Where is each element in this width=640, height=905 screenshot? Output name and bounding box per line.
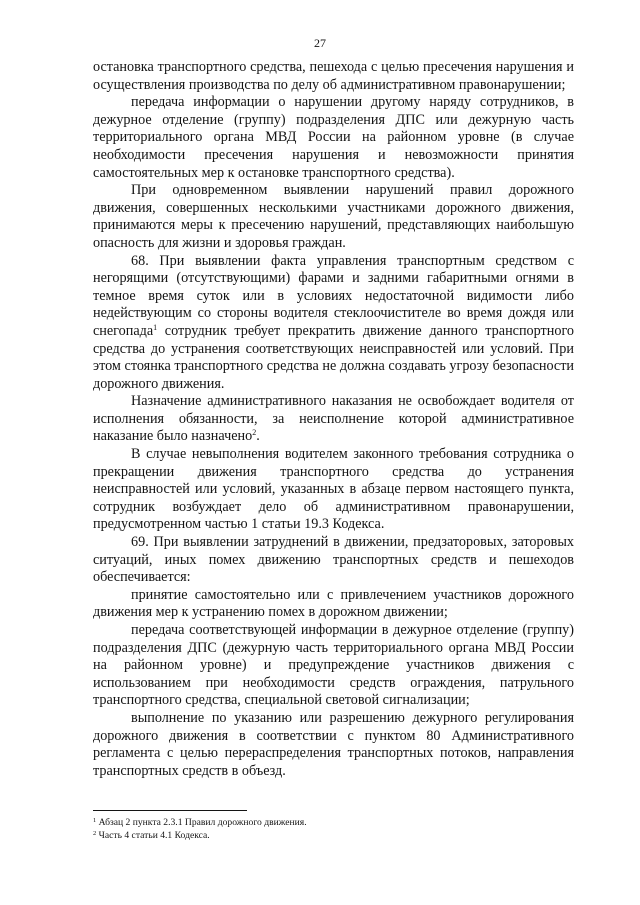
paragraph-10: выполнение по указанию или разрешению дежурного регулирования дорожного движения в соответствии с пунктом 80 Административного регламента с целью перераспределения транспортных потоков, направления транспортных средств в объезд.	[93, 709, 574, 779]
paragraph-2: передача информации о нарушении другому наряду сотрудников, в дежурное отделение (группу) подразделения ДПС или дежурную часть территориального органа МВД России на районном уровне (в случае необходимости пресечения нарушения и невозможности принятия самостоятельных мер к остановке транспортного средства).	[93, 94, 574, 181]
footnote-1: $^1$ Абзац 2 пункта 2.3.1 Правил дорожного движения.	[93, 817, 307, 828]
paragraph-item-69: 69. При выявлении затруднений в движении, предзаторовых, заторовых ситуаций, иных помех движению транспортных средств и пешеходов обеспечивается:	[93, 534, 574, 586]
footnote-ref-1: 1	[153, 322, 158, 332]
body-text	[93, 59, 574, 780]
footnote-mark: 1	[93, 817, 97, 824]
footnotes	[93, 816, 573, 842]
paragraph-5: Назначение административного наказания не освобождает водителя от исполнения обязанности, за неисполнение которой административное наказание было назначено$^2$.	[93, 393, 574, 445]
paragraph-1: остановка транспортного средства, пешехода с целью пресечения нарушения и осуществления производства по делу об административном правонарушении;	[93, 59, 574, 93]
footnote-divider	[93, 810, 247, 811]
page-number: 27	[314, 36, 326, 50]
paragraph-6: В случае невыполнения водителем законного требования сотрудника о прекращении движения транспортного средства до устранения неисправностей или условий, указанных в абзаце первом настоящего пункта, сотрудник возбуждает дело об административном правонарушении, предусмотренном частью 1 статьи 19.3 Кодекса.	[93, 446, 574, 533]
paragraph-item-68: 68. При выявлении факта управления транспортным средством с негорящими (отсутствующими) фарами и задними габаритными огнями в темное время суток или в условиях недостаточной видимости либо недействующим со стороны водителя стеклоочистителе во время дождя или снегопада$^1$ сотрудник требует прекратить движение данного транспортного средства до устранения соответствующих неисправностей или условий. При этом стоянка транспортного средства не должна создавать угрозу безопасности дорожного движения.	[93, 252, 574, 392]
paragraph-3: При одновременном выявлении нарушений правил дорожного движения, совершенных несколькими участниками дорожного движения, принимаются меры к пресечению нарушений, представляющих наибольшую опасность для жизни и здоровья граждан.	[93, 182, 574, 251]
footnote-mark: 2	[93, 830, 97, 837]
footnote-2: $^2$ Часть 4 статьи 4.1 Кодекса.	[93, 830, 210, 841]
footnote-ref-2: 2	[252, 428, 257, 438]
paragraph-8: принятие самостоятельно или с привлечением участников дорожного движения мер к устранению помех в дорожном движении;	[93, 586, 574, 621]
paragraph-9: передача соответствующей информации в дежурное отделение (группу) подразделения ДПС (дежурную часть территориального органа МВД России на районном уровне) и предупреждение участников движения с использованием при необходимости средств ограждения, патрульного транспортного средства, специальной световой сигнализации;	[93, 622, 574, 709]
